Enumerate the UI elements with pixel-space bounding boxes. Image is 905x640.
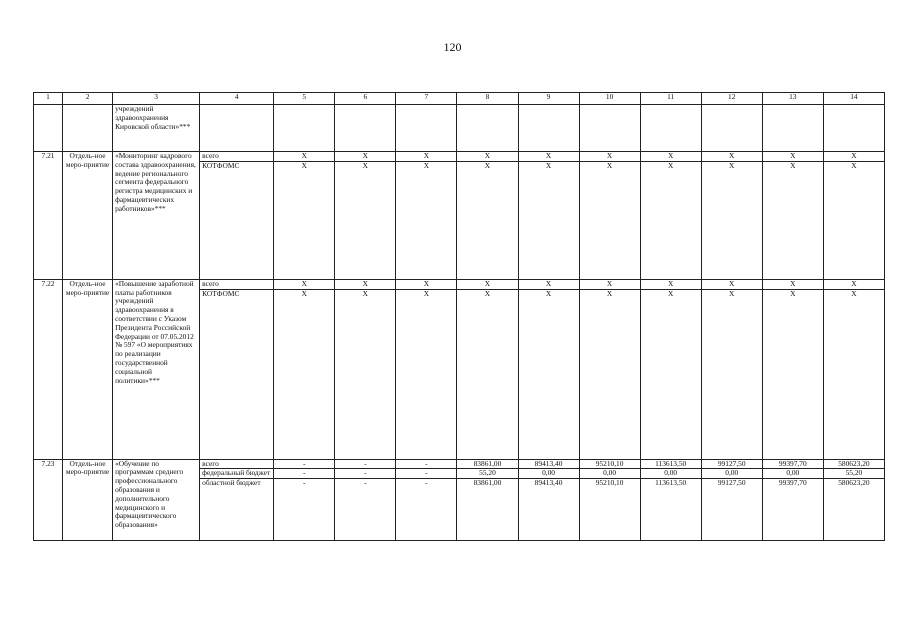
value-cell: X [823, 289, 884, 459]
cell [335, 105, 396, 152]
source-label: всего [200, 279, 274, 289]
item-number: 7.22 [34, 279, 63, 459]
value-cell: - [335, 459, 396, 469]
value-cell: X [640, 279, 701, 289]
item-type: Отдель-ное меро-приятие [63, 152, 113, 280]
cell [823, 105, 884, 152]
column-header: 3 [113, 93, 200, 105]
item-type: Отдель-ное меро-приятие [63, 459, 113, 541]
column-header: 4 [200, 93, 274, 105]
value-cell: X [579, 152, 640, 162]
table-row [34, 279, 885, 289]
item-name: «Мониторинг кадрового состава здравоохранения, ведение регионального сегмента федерального регистра медицинских и фармацевтических работников»*** [113, 152, 200, 280]
value-cell: X [518, 152, 579, 162]
value-cell: 83861,00 [457, 459, 518, 469]
cell [274, 105, 335, 152]
value-cell: X [823, 161, 884, 279]
value-cell: 95210,10 [579, 459, 640, 469]
source-label: всего [200, 152, 274, 162]
value-cell: X [396, 289, 457, 459]
value-cell: 0,00 [518, 469, 579, 479]
value-cell: 89413,40 [518, 479, 579, 541]
continuation-row [34, 105, 885, 152]
item-name: «Обучение по программам среднего профессионального образования и дополнительного медицинского и фармацевтического образования» [113, 459, 200, 541]
value-cell: X [762, 161, 823, 279]
column-header: 10 [579, 93, 640, 105]
value-cell: - [396, 469, 457, 479]
value-cell: X [396, 279, 457, 289]
item-name: «Повышение заработной платы работников учреждений здравоохранения в соответствии с Указом Президента Российской Федерации от 07.05.2012 № 597 «О мероприятиях по реализации государственной социальной политики»*** [113, 279, 200, 459]
cell [579, 105, 640, 152]
value-cell: X [457, 152, 518, 162]
value-cell: - [396, 459, 457, 469]
cell [762, 105, 823, 152]
value-cell: X [274, 279, 335, 289]
column-header: 8 [457, 93, 518, 105]
column-header: 9 [518, 93, 579, 105]
value-cell: X [396, 152, 457, 162]
value-cell: 89413,40 [518, 459, 579, 469]
value-cell: X [335, 279, 396, 289]
value-cell: X [701, 289, 762, 459]
value-cell: 95210,10 [579, 479, 640, 541]
value-cell: X [335, 152, 396, 162]
value-cell: X [823, 152, 884, 162]
column-header: 2 [63, 93, 113, 105]
value-cell: 55,20 [823, 469, 884, 479]
value-cell: X [457, 279, 518, 289]
column-header: 7 [396, 93, 457, 105]
value-cell: X [701, 161, 762, 279]
value-cell: X [518, 289, 579, 459]
value-cell: - [274, 469, 335, 479]
value-cell: 83861,00 [457, 479, 518, 541]
value-cell: 580623,20 [823, 479, 884, 541]
value-cell: X [579, 289, 640, 459]
value-cell: X [640, 152, 701, 162]
cell [701, 105, 762, 152]
cell [200, 105, 274, 152]
value-cell: 0,00 [701, 469, 762, 479]
source-label: всего [200, 459, 274, 469]
value-cell: X [518, 161, 579, 279]
cell [396, 105, 457, 152]
value-cell: 99127,50 [701, 479, 762, 541]
table-row [34, 459, 885, 469]
value-cell: X [701, 279, 762, 289]
source-label: областной бюджет [200, 479, 274, 541]
value-cell: X [457, 161, 518, 279]
value-cell: 0,00 [579, 469, 640, 479]
value-cell: X [579, 161, 640, 279]
value-cell: X [396, 161, 457, 279]
value-cell: 99127,50 [701, 459, 762, 469]
column-header: 5 [274, 93, 335, 105]
value-cell: X [457, 289, 518, 459]
item-type: Отдель-ное меро-приятие [63, 279, 113, 459]
column-header: 11 [640, 93, 701, 105]
value-cell: - [396, 479, 457, 541]
value-cell: X [640, 161, 701, 279]
source-label: КОТФОМС [200, 289, 274, 459]
value-cell: 55,20 [457, 469, 518, 479]
column-header: 12 [701, 93, 762, 105]
source-label: федеральный бюджет [200, 469, 274, 479]
column-header: 1 [34, 93, 63, 105]
value-cell: 0,00 [762, 469, 823, 479]
value-cell: 99397,70 [762, 479, 823, 541]
value-cell: X [274, 161, 335, 279]
value-cell: X [579, 279, 640, 289]
value-cell: - [335, 479, 396, 541]
column-header: 13 [762, 93, 823, 105]
value-cell: - [274, 459, 335, 469]
value-cell: 113613,50 [640, 459, 701, 469]
value-cell: X [762, 279, 823, 289]
value-cell: 99397,70 [762, 459, 823, 469]
value-cell: X [701, 152, 762, 162]
page-number: 120 [443, 40, 462, 54]
value-cell: - [274, 479, 335, 541]
cell [34, 105, 63, 152]
continuation-name: учреждений здравоохранения Кировской области»*** [113, 105, 200, 152]
program-table [33, 92, 885, 541]
value-cell: X [762, 289, 823, 459]
value-cell: X [762, 152, 823, 162]
column-header: 6 [335, 93, 396, 105]
table-row [34, 152, 885, 162]
value-cell: X [274, 289, 335, 459]
value-cell: - [335, 469, 396, 479]
cell [63, 105, 113, 152]
value-cell: X [335, 161, 396, 279]
value-cell: 113613,50 [640, 479, 701, 541]
value-cell: 0,00 [640, 469, 701, 479]
value-cell: X [640, 289, 701, 459]
cell [640, 105, 701, 152]
cell [457, 105, 518, 152]
cell [518, 105, 579, 152]
value-cell: X [274, 152, 335, 162]
column-header: 14 [823, 93, 884, 105]
column-number-row [34, 93, 885, 105]
value-cell: X [518, 279, 579, 289]
value-cell: X [823, 279, 884, 289]
source-label: КОТФОМС [200, 161, 274, 279]
item-number: 7.21 [34, 152, 63, 280]
item-number: 7.23 [34, 459, 63, 541]
value-cell: 580623,20 [823, 459, 884, 469]
value-cell: X [335, 289, 396, 459]
